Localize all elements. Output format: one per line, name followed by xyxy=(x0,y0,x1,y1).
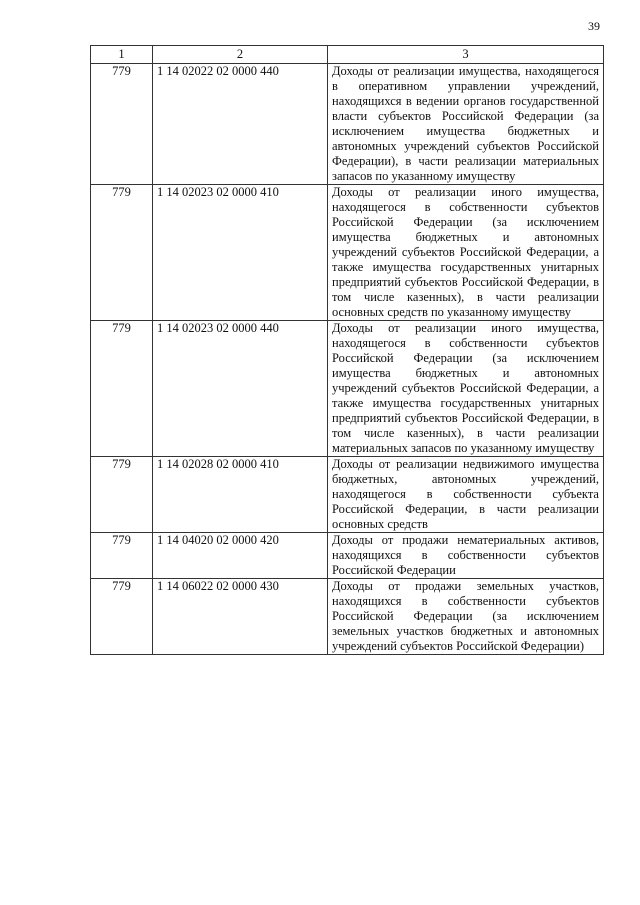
description-cell: Доходы от реализации иного имущества, находящегося в собственности субъектов Российской Федерации (за исключением имущества бюджетных и автономных учреждений субъектов Российской Федерации, а также имущества государственных унитарных предприятий субъектов Российской Федерации, в том числе казенных), в части реализации основных средств по указанному имуществу xyxy=(328,185,604,321)
admin-code-cell: 779 xyxy=(91,64,153,185)
table-header-row xyxy=(91,46,604,64)
budget-code-cell: 1 14 04020 02 0000 420 xyxy=(153,533,328,579)
description-cell: Доходы от продажи земельных участков, находящихся в собственности субъектов Российской Федерации (за исключением земельных участков бюджетных и автономных учреждений субъектов Российской Федерации) xyxy=(328,579,604,655)
budget-code-cell: 1 14 02022 02 0000 440 xyxy=(153,64,328,185)
column-header-2: 2 xyxy=(153,46,328,64)
revenue-codes-table xyxy=(90,45,604,655)
table-row xyxy=(91,457,604,533)
table-row xyxy=(91,64,604,185)
budget-code-cell: 1 14 02028 02 0000 410 xyxy=(153,457,328,533)
admin-code-cell: 779 xyxy=(91,321,153,457)
table-row xyxy=(91,321,604,457)
budget-code-cell: 1 14 02023 02 0000 410 xyxy=(153,185,328,321)
budget-code-cell: 1 14 02023 02 0000 440 xyxy=(153,321,328,457)
description-cell: Доходы от реализации иного имущества, находящегося в собственности субъектов Российской Федерации (за исключением имущества бюджетных и автономных учреждений субъектов Российской Федерации, а также имущества государственных унитарных предприятий субъектов Российской Федерации, в том числе казенных), в части реализации материальных запасов по указанному имуществу xyxy=(328,321,604,457)
page-number: 39 xyxy=(588,19,600,33)
description-cell: Доходы от продажи нематериальных активов, находящихся в собственности субъектов Российской Федерации xyxy=(328,533,604,579)
table-row xyxy=(91,185,604,321)
column-header-1: 1 xyxy=(91,46,153,64)
description-cell: Доходы от реализации недвижимого имущества бюджетных, автономных учреждений, находящегося в собственности субъекта Российской Федерации, в части реализации основных средств xyxy=(328,457,604,533)
admin-code-cell: 779 xyxy=(91,457,153,533)
description-cell: Доходы от реализации имущества, находящегося в оперативном управлении учреждений, находящихся в ведении органов государственной власти субъектов Российской Федерации (за исключением имущества бюджетных и автономных учреждений субъектов Российской Федерации), в части реализации материальных запасов по указанному имуществу xyxy=(328,64,604,185)
budget-code-cell: 1 14 06022 02 0000 430 xyxy=(153,579,328,655)
admin-code-cell: 779 xyxy=(91,579,153,655)
table-row xyxy=(91,533,604,579)
table-row xyxy=(91,579,604,655)
column-header-3: 3 xyxy=(328,46,604,64)
admin-code-cell: 779 xyxy=(91,185,153,321)
admin-code-cell: 779 xyxy=(91,533,153,579)
